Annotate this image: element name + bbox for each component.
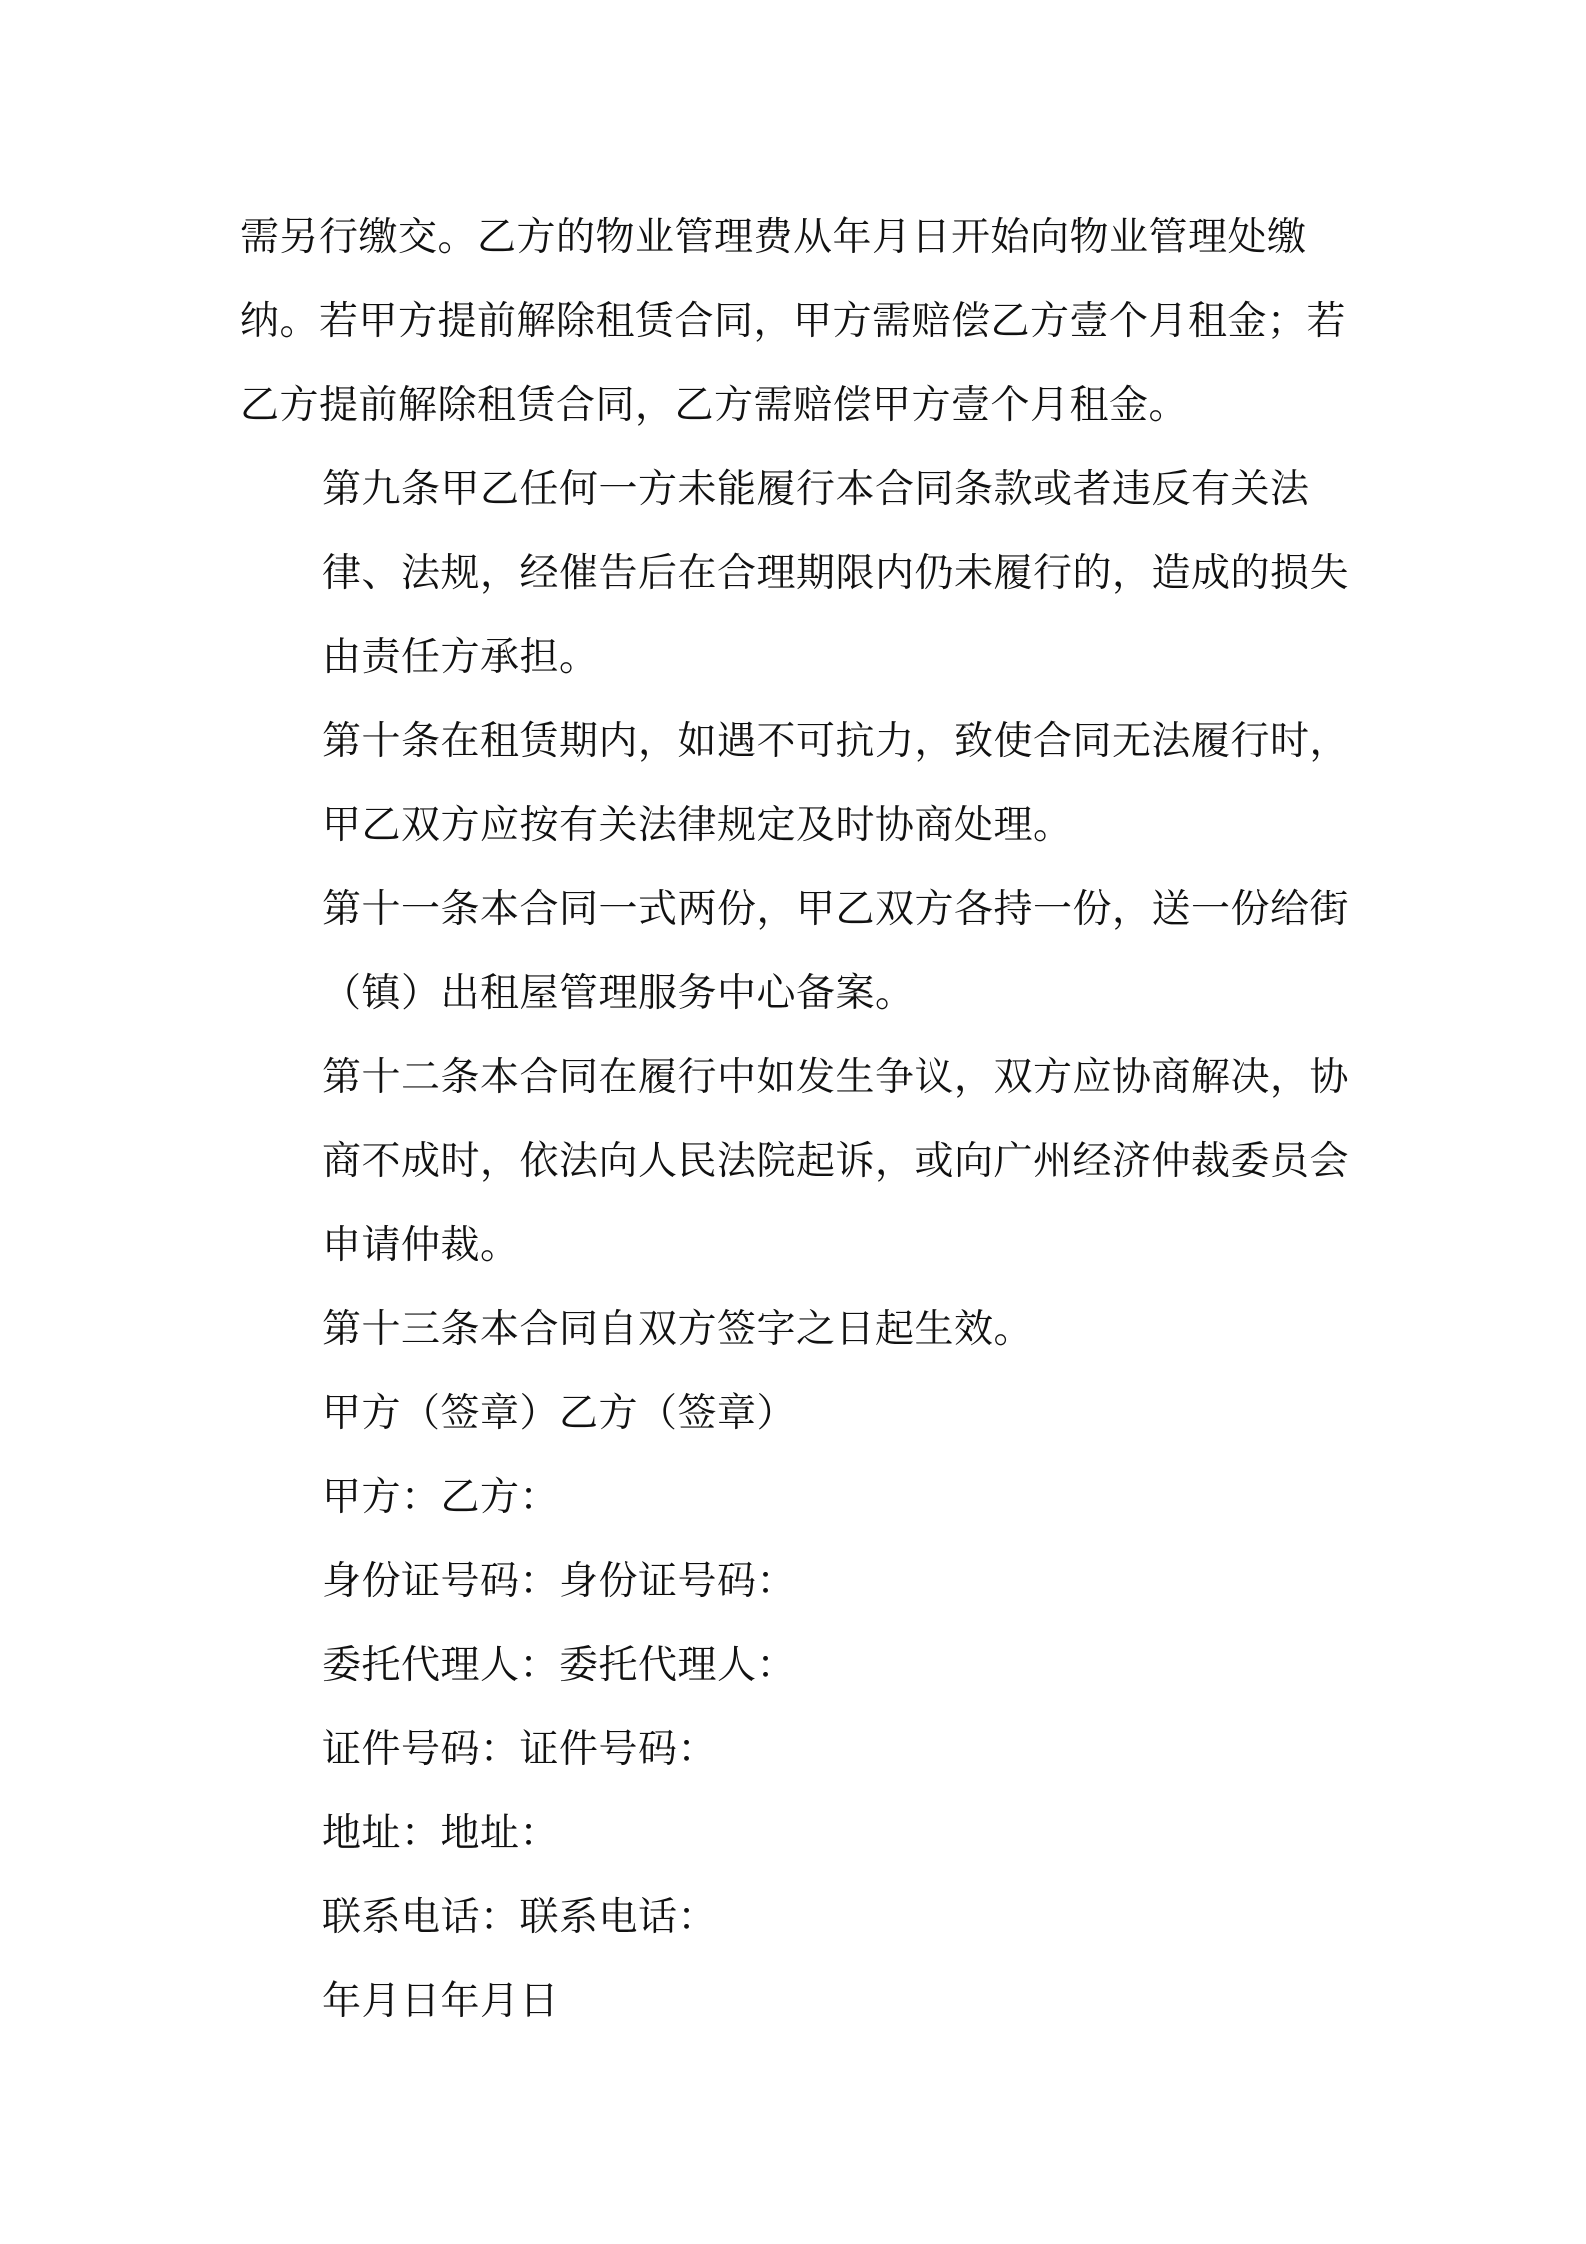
signature-line-date: 年月日年月日	[322, 1979, 560, 2024]
signature-block	[240, 1372, 1370, 2044]
signature-line-phone: 联系电话：联系电话：	[322, 1895, 718, 1940]
paragraph-article-13: 第十三条本合同自双方签字之日起生效。	[322, 1307, 1034, 1352]
signature-line-certificate-number: 证件号码：证件号码：	[322, 1727, 718, 1772]
signature-line-parties: 甲方：乙方：	[322, 1475, 560, 1520]
paragraph-continuation: 需另行缴交。乙方的物业管理费从年月日开始向物业管理处缴纳。若甲方提前解除租赁合同，甲方需赔偿乙方壹个月租金；若乙方提前解除租赁合同，乙方需赔偿甲方壹个月租金。	[240, 215, 1347, 428]
paragraph-article-12: 第十二条本合同在履行中如发生争议，双方应协商解决，协商不成时，依法向人民法院起诉，或向广州经济仲裁委员会申请仲裁。	[322, 1055, 1350, 1268]
paragraph-article-9: 第九条甲乙任何一方未能履行本合同条款或者违反有关法律、法规，经催告后在合理期限内仍未履行的，造成的损失由责任方承担。	[322, 467, 1350, 680]
signature-line-agent: 委托代理人：委托代理人：	[322, 1643, 797, 1688]
signature-line-seal: 甲方（签章）乙方（签章）	[322, 1391, 797, 1436]
document-page	[240, 196, 1370, 2044]
paragraph-article-10: 第十条在租赁期内，如遇不可抗力，致使合同无法履行时，甲乙双方应按有关法律规定及时协商处理。	[322, 719, 1350, 848]
signature-line-id-number: 身份证号码：身份证号码：	[322, 1559, 797, 1604]
paragraph-article-11: 第十一条本合同一式两份，甲乙双方各持一份，送一份给街（镇）出租屋管理服务中心备案。	[322, 887, 1350, 1016]
signature-line-address: 地址：地址：	[322, 1811, 560, 1856]
